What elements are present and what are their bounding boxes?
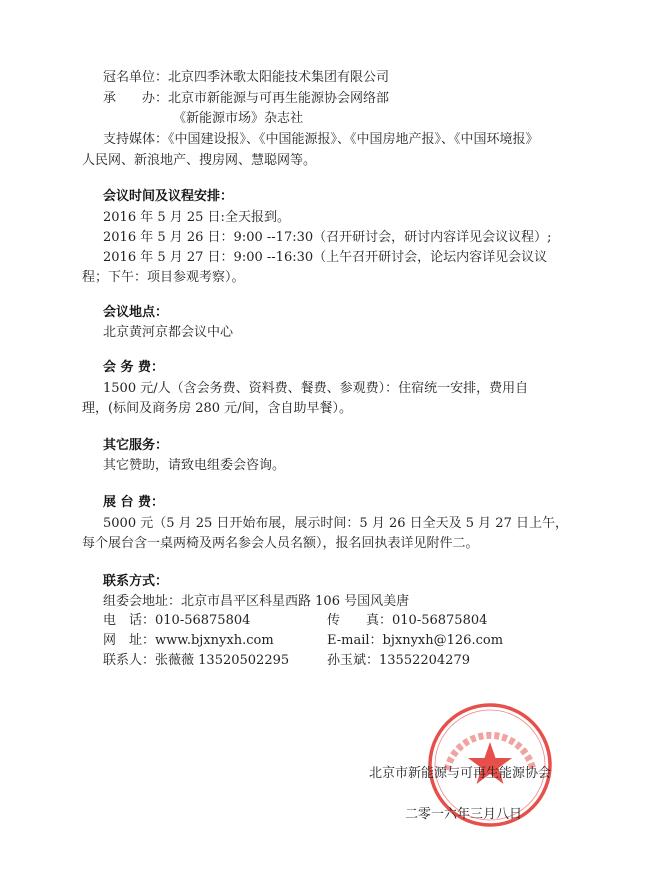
- organizer-line: [103, 90, 389, 108]
- fee-line-1: 1500 元/人（含会务费、资料费、餐费、参观费）：住宿统一安排，费用自: [103, 381, 529, 396]
- title-sponsor-label: 冠名单位：: [103, 70, 169, 85]
- footer-date: 二零一六年三月八日: [405, 807, 523, 822]
- web-label: 网 址：: [103, 633, 156, 648]
- email-label: E-mail：: [327, 633, 383, 648]
- schedule-line-4: 程；下午：项目参观考察）。: [82, 270, 245, 285]
- contact-person-2: 孙玉斌：13552204279: [327, 653, 470, 668]
- booth-heading: 展 台 费：: [103, 495, 165, 510]
- organizer-label: 承 办：: [103, 91, 169, 106]
- other-value: 其它赞助，请致电组委会咨询。: [103, 458, 286, 473]
- media-value-2: 人民网、新浪地产、搜房网、慧聪网等。: [82, 153, 317, 168]
- email-link[interactable]: bjxnyxh@126.com: [382, 633, 504, 648]
- schedule-heading: 会议时间及议程安排：: [103, 189, 234, 204]
- venue-heading: 会议地点：: [103, 305, 169, 320]
- media-value: 《中国建设报》、《中国能源报》、《中国房地产报》、《中国环境报》: [168, 132, 539, 147]
- contact-person-line: [103, 652, 289, 670]
- fax-value: 010-56875804: [392, 613, 488, 628]
- fee-heading: 会 务 费：: [103, 360, 165, 375]
- other-heading: 其它服务：: [103, 438, 169, 453]
- contact-fax-line: [327, 612, 487, 630]
- fax-label: 传 真：: [327, 613, 393, 628]
- tel-value: 010-56875804: [155, 613, 251, 628]
- contact-email-line: [327, 632, 503, 650]
- address-value: 北京市昌平区科星西路 106 号国风美唐: [181, 594, 410, 609]
- person-label: 联系人：: [103, 653, 156, 668]
- booth-line-1: 5000 元（5 月 25 日开始布展，展示时间：5 月 26 日全天及 5 月 27 日上午，: [103, 516, 568, 531]
- organizer-value-2: 《新能源市场》杂志社: [173, 111, 304, 126]
- contact-heading: 联系方式：: [103, 574, 169, 589]
- fee-line-2: 理，(标间及商务房 280 元/间，含自助早餐）。: [82, 401, 353, 416]
- contact-address-line: [103, 593, 409, 611]
- contact-web-line: [103, 632, 274, 650]
- contact-tel-line: [103, 612, 250, 630]
- schedule-line-2: 2016 年 5 月 26 日：9:00 --17:30（召开研讨会，研讨内容详见会议议程）;: [103, 230, 552, 245]
- footer-organization: 北京市新能源与可再生能源协会: [369, 766, 552, 781]
- venue-value: 北京黄河京都会议中心: [103, 325, 234, 340]
- organizer-value: 北京市新能源与可再生能源协会网络部: [168, 91, 390, 106]
- booth-line-2: 每个展台含一桌两椅及两名参会人员名额），报名回执表详见附件二。: [82, 536, 479, 551]
- schedule-line-3: 2016 年 5 月 27 日：9:00 --16:30（上午召开研讨会，论坛内容详见会议议: [103, 250, 548, 265]
- media-label: 支持媒体：: [103, 132, 169, 147]
- tel-label: 电 话：: [103, 613, 156, 628]
- person-1: 张薇薇 13520502295: [155, 653, 290, 668]
- web-link[interactable]: www.bjxnyxh.com: [155, 633, 274, 648]
- schedule-line-1: 2016 年 5 月 25 日:全天报到。: [103, 210, 290, 225]
- title-sponsor-value: 北京四季沐歌太阳能技术集团有限公司: [168, 70, 390, 85]
- media-line: [103, 131, 539, 149]
- title-sponsor-line: [103, 69, 389, 87]
- address-label: 组委会地址：: [103, 594, 182, 609]
